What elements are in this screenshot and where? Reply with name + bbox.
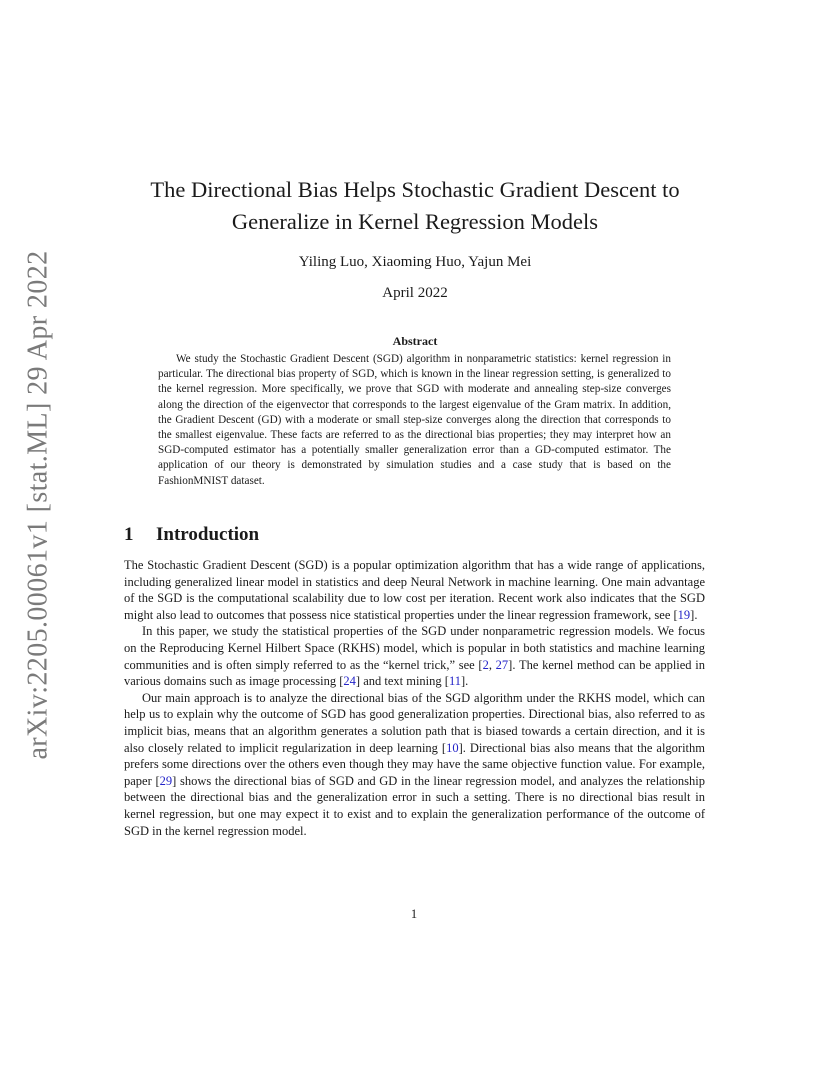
citation-link[interactable]: 10 bbox=[446, 740, 459, 755]
arxiv-identifier-stamp bbox=[12, 250, 66, 760]
paragraph-2-text-c: ] and text mining [ bbox=[355, 674, 449, 689]
citation-link[interactable]: 11 bbox=[448, 674, 461, 689]
paragraph-2-text-b: ]. The kernel method can be applied in various domains such as image processing [ bbox=[124, 657, 705, 689]
section-heading bbox=[124, 524, 259, 546]
paragraph-2-text-d: ]. bbox=[461, 674, 469, 689]
paper-title: The Directional Bias Helps Stochastic Gradient Descent to Generalize in Kernel Regression Models bbox=[150, 177, 680, 234]
paragraph-3 bbox=[124, 690, 705, 839]
citation-link[interactable]: 29 bbox=[159, 773, 173, 788]
citation-link[interactable]: 2 bbox=[482, 657, 489, 672]
author-list: Yiling Luo, Xiaoming Huo, Yajun Mei bbox=[298, 254, 532, 270]
paragraph-3-text-a: Our main approach is to analyze the directional bias of the SGD algorithm under the RKHS model, which can help us to explain why the outcome of SGD has good generalization properties. Directional bias, also referred to as implicit bias, means that an algorithm generates a solution path that is biased towards a certain direction, and it is also closely related to implicit regularization in deep learning [ bbox=[124, 690, 705, 755]
paragraph-1-text-b: ]. bbox=[690, 607, 698, 622]
paragraph-1 bbox=[124, 557, 705, 623]
citation-link[interactable]: 24 bbox=[343, 674, 356, 689]
paragraph-1-text-a: The Stochastic Gradient Descent (SGD) is a popular optimization algorithm that has a wide range of applications, including generalized linear model in statistics and deep Neural Network in machine learning. One main advantage of the SGD is the computational scalability due to low cost per iteration. Recent work also indicates that the SGD might also lead to outcomes that possess nice statistical properties under the linear regression framework, see [ bbox=[124, 558, 705, 622]
paragraph-3-text-b: ]. Directional bias also means that the algorithm prefers some directions over the others even though they may have the same objective function value. For example, paper [ bbox=[124, 740, 705, 788]
section-number: 1 bbox=[124, 524, 134, 545]
paragraph-2 bbox=[124, 623, 705, 689]
citation-link[interactable]: 27 bbox=[495, 657, 509, 672]
abstract-heading: Abstract bbox=[392, 334, 438, 348]
section-title: Introduction bbox=[156, 524, 260, 545]
publication-date: April 2022 bbox=[382, 285, 448, 301]
page-number: 1 bbox=[410, 907, 418, 921]
citation-link[interactable]: 19 bbox=[677, 607, 691, 622]
paragraph-2-text-a: In this paper, we study the statistical properties of the SGD under nonparametric regression models. We focus on the Reproducing Kernel Hilbert Space (RKHS) model, which is popular in both statistics and machine learning communities and is often simply referred to as the “kernel trick,” see [ bbox=[124, 624, 705, 672]
arxiv-identifier-text: arXiv:2205.00061v1 [stat.ML] 29 Apr 2022 bbox=[23, 250, 54, 760]
abstract-text: We study the Stochastic Gradient Descent (SGD) algorithm in nonparametric statistics: kernel regression in particular. The directional bias property of SGD, which is known in the linear regression setting, is generalized to the kernel regression. More specifically, we prove that SGD with moderate and annealing step-size converges along the direction of the eigenvector that corresponds to the largest eigenvalue of the Gram matrix. In addition, the Gradient Descent (GD) with a moderate or small step-size converges along the direction that corresponds to the smallest eigenvalue. These facts are referred to as the directional bias properties; they may interpret how an SGD-computed estimator has a potentially smaller generalization error than a GD-computed estimator. The application of our theory is demonstrated by simulation studies and a case study that is based on the FashionMNIST dataset. bbox=[158, 353, 671, 487]
introduction-body bbox=[124, 557, 705, 839]
citation-separator: , bbox=[488, 657, 496, 672]
paragraph-3-text-c: ] shows the directional bias of SGD and GD in the linear regression model, and analyzes the relationship between the directional bias and the generalization error in such a setting. There is no directional bias result in kernel regression, but one may expect it to exist and to explain the generalization performance of the outcome of SGD in the kernel regression model. bbox=[124, 773, 705, 838]
